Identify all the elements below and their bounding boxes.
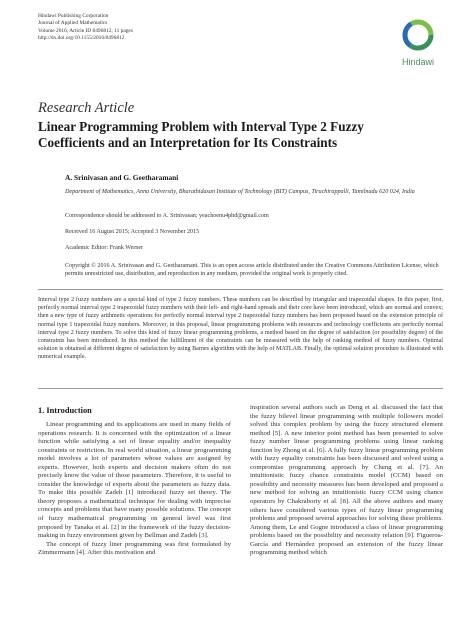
doi-link[interactable]: http://dx.doi.org/10.1155/2016/8496812 (38, 34, 125, 41)
received-dates: Received 16 August 2015; Accepted 3 November 2015 (65, 229, 200, 235)
authors: A. Srinivasan and G. Geetharamani (65, 173, 179, 182)
abstract-text: Interval type 2 fuzzy numbers are a special kind of type 2 fuzzy numbers. These numbers can be described by triangular and trapezoidal shapes. In this paper, first, perfectly normal interval type 2 trapezoidal fuzzy numbers with their left- and right-hand spreads and their core have been introduced, which are normal and convex; then a new type of fuzzy arithmetic operations for perfectly normal interval type 2 trapezoidal fuzzy numbers has been proposed based on the extension principle of normal type 1 trapezoidal fuzzy numbers. Moreover, in this proposal, linear programming problems with resources and technology coefficients are perfectly normal interval type 2 fuzzy numbers. To solve this kind of fuzzy linear programming problems, a method based on the degree of satisfaction (or possibility degree) of the constraints has been introduced. In this method the fulfillment of the constraints can be measured with the help of ranking method of fuzzy numbers. Optimal solution is obtained at different degree of satisfaction by using Barnes algorithm with the help of MATLAB. Finally, the optimal solution procedure is illustrated with numerical example. (38, 297, 443, 361)
publication-info (38, 13, 258, 42)
article-type: Research Article (38, 100, 135, 116)
correspondence: Correspondence should be addressed to A. Srinivasan; yeachoenu4phd@gmail.com (65, 213, 269, 219)
academic-editor: Academic Editor: Frank Werner (65, 245, 144, 251)
section-heading: 1. Introduction (38, 406, 92, 415)
hindawi-logo (388, 13, 448, 75)
paragraph: The concept of fuzzy liner programming was first formulated by Zimmermann [4]. After this motivation and (38, 540, 231, 557)
title-line-1: Linear Programming Problem with Interval Type 2 Fuzzy (38, 119, 364, 134)
hindawi-logo-icon (388, 13, 448, 57)
logo-text: Hindawi (401, 57, 434, 67)
affiliation: Department of Mathematics, Anna University, Bharathidasan Institute of Technology (BIT) Campus, Tiruchirappalli, Tamilnadu 620 024, India (65, 189, 415, 195)
publisher-name: Hindawi Publishing Corporation (38, 13, 109, 19)
article-title (38, 119, 458, 151)
body-column-left (38, 421, 231, 558)
paragraph: Linear programming and its applications are used in many fields of operations research. It is concerned with the optimization of a linear function while satisfying a set of linear equality and/or inequality constraints or restriction. In real world situation, a linear programming model involves a lot of parameters whose values are assigned by experts. However, both experts and decision makers often do not precisely know the value of those parameters. Therefore, it is useful to consider the knowledge of experts about the parameters as fuzzy data. To make this possible Zadeh [1] introduced fuzzy set theory. The theory proposes a mathematical technique for dealing with imprecise concepts and problems that have many possible solutions. The concept of fuzzy mathematical programming on general level was first proposed by Tanaka et al. [2] in the framework of the fuzzy decision-making in fuzzy environment given by Bellman and Zadeh [3]. (38, 421, 231, 540)
abstract-bottom-rule (38, 388, 443, 389)
body-column-right (250, 404, 443, 558)
abstract-top-rule (38, 289, 443, 290)
paragraph: inspiration several authors such as Deng et al. discussed the fact that the fuzzy bilevel linear programming with multiple followers model solved this complex problem by using the fuzzy structured element method [5]. A new interior point method has been presented to solve fuzzy number linear programming problems using linear ranking function by Zhong et al. [6]. A fully fuzzy linear programming problem with fuzzy equality constraints has been discussed and solved using a compromise programming approach by Cheng et al. [7]. An intuitionistic fuzzy chance constraints model (CCM) based on possibility and necessity measures has been developed and proposed a new method for solving an intuitionistic fuzzy CCM using chance operators by Chakraborty et al. [8]. All the above authors and many others have considered various types of fuzzy linear programming problems and proposed several approaches for solving these problems. Among them, Le and Gogne introduced a class of linear programming problems based on the possibility and necessity relation [9]. Figueroa-García and Hernández proposed an extension of the fuzzy linear programming method which (250, 404, 443, 557)
volume-info: Volume 2016, Article ID 8496812, 11 pages (38, 27, 133, 34)
title-line-2: Coefficients and an Interpretation for Its Constraints (38, 135, 338, 150)
journal-name: Journal of Applied Mathematics (38, 20, 108, 27)
copyright-notice: Copyright © 2016 A. Srinivasan and G. Geetharamani. This is an open access article distributed under the Creative Commons Attribution License, which permits unrestricted use, distribution, and reproduction in any medium, provided the original work is properly cited. (65, 263, 439, 278)
